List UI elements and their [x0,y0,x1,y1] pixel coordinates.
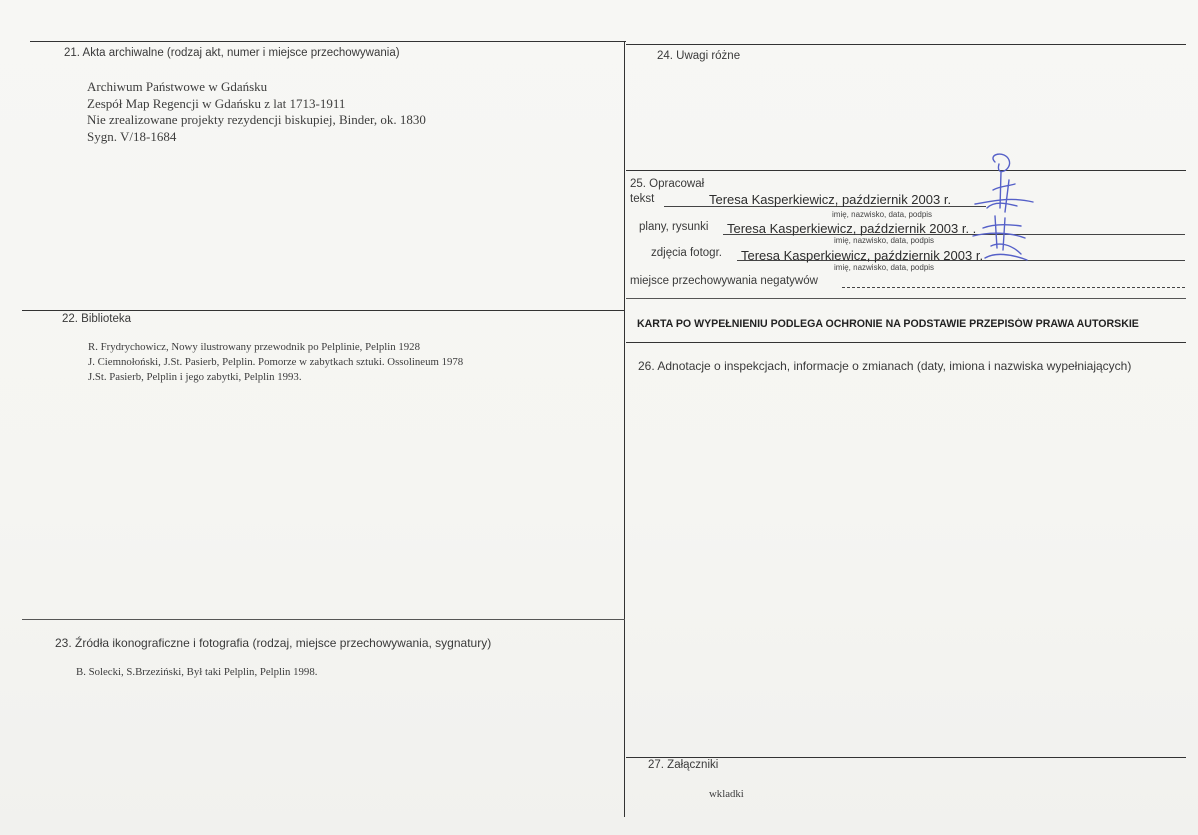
text-author-value: Teresa Kasperkiewicz, październik 2003 r. [709,192,952,207]
section-21-line-3: Nie zrealizowane projekty rezydencji biskupiej, Binder, ok. 1830 [87,112,426,127]
center-divider [624,42,625,817]
section-21-label: 21. Akta archiwalne (rodzaj akt, numer i miejsce przechowywania) [64,47,400,59]
section-25-label: 25. Opracował [630,178,705,190]
section-21-line-4: Sygn. V/18-1684 [87,128,177,144]
section-26-label: 26. Adnotacje o inspekcjach, informacje o zmianach (daty, imiona i nazwiska wypełniających) [638,359,1132,373]
top-border-right [626,44,1186,45]
photos-label: zdjęcia fotogr. [651,247,722,259]
section-22-line-1: R. Frydrychowicz, Nowy ilustrowany przewodnik po Pelplinie, Pelplin 1928 [88,341,420,353]
copyright-notice: KARTA PO WYPEŁNIENIU PODLEGA OCHRONIE NA PODSTAWIE PRZEPISÓW PRAWA AUTORSKIE [637,318,1139,330]
section-27-label: 27. Załączniki [648,759,719,771]
divider-25-notice [626,298,1186,299]
negatives-label: miejsce przechowywania negatywów [630,275,818,287]
section-23-label: 23. Źródła ikonograficzne i fotografia (rodzaj, miejsce przechowywania, sygnatury) [55,636,492,650]
section-27-value: wkladki [709,788,744,800]
plans-author-value: Teresa Kasperkiewicz, październik 2003 r. . [727,221,977,236]
section-21-line-2: Zespół Map Regencji w Gdańsku z lat 1713-1911 [87,95,346,111]
photos-caption: imię, nazwisko, data, podpis [834,263,935,272]
plans-label: plany, rysunki [639,221,709,233]
negatives-field-line [842,287,1185,288]
section-22-line-3: J.St. Pasierb, Pelplin i jego zabytki, Pelplin 1993. [88,371,302,383]
photos-author-value: Teresa Kasperkiewicz, październik 2003 r. [741,248,984,263]
plans-caption: imię, nazwisko, data, podpis [834,236,935,245]
section-22-line-2: J. Ciemnołoński, J.St. Pasierb, Pelplin. Pomorze w zabytkach sztuki. Ossolineum 1978 [88,356,464,368]
signature-handwritten [965,150,1040,275]
divider-notice-26 [626,342,1186,343]
top-border-left [30,41,626,42]
divider-21-22 [22,310,625,311]
section-21-line-1: Archiwum Państwowe w Gdańsku [87,79,268,94]
section-23-line-1: B. Solecki, S.Brzeziński, Był taki Pelplin, Pelplin 1998. [76,666,318,678]
divider-24-25 [626,170,1186,171]
text-caption: imię, nazwisko, data, podpis [832,210,933,219]
divider-26-27 [626,757,1186,758]
section-24-label: 24. Uwagi różne [657,50,741,62]
divider-22-23 [22,619,625,620]
section-22-label: 22. Biblioteka [62,313,132,325]
text-label: tekst [630,193,655,205]
